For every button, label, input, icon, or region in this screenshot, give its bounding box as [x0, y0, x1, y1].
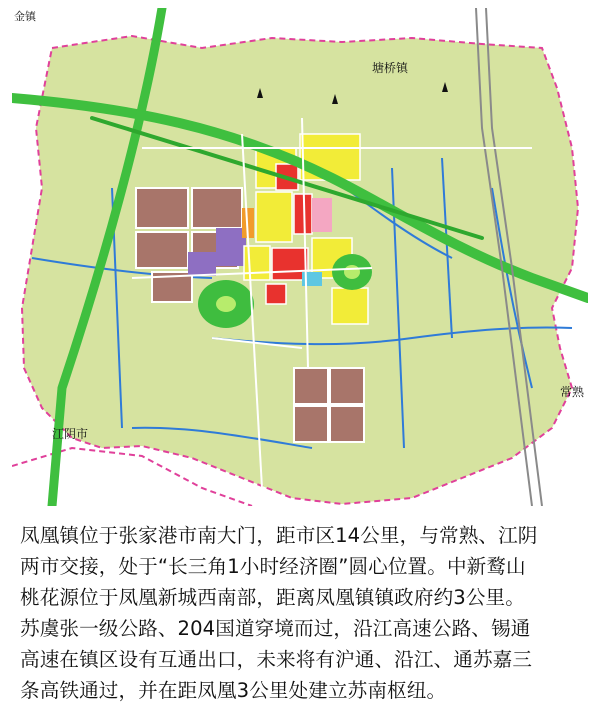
education-block-2: [188, 252, 216, 276]
place-label-jinzhen: 金镇: [14, 10, 36, 23]
caption-line: 凤凰镇位于张家港市南大门，距市区14公里，与常熟、江阴: [20, 524, 538, 547]
caption-line: 桃花源位于凤凰新城西南部，距离凤凰镇镇政府约3公里。: [20, 586, 525, 609]
caption-line: 两市交接，处于“长三角1小时经济圈”圆心位置。中新鹜山: [20, 555, 526, 578]
planning-map[interactable]: [12, 8, 588, 506]
place-label-jiangyin: 江阴市: [52, 427, 89, 441]
education-block: [216, 228, 246, 266]
industrial-zone-south: [294, 368, 364, 442]
public-block-pink: [312, 198, 332, 232]
caption-line: 苏虞张一级公路、204国道穿境而过，沿江高速公路、锡通: [20, 617, 531, 640]
post-caption: [20, 520, 586, 706]
caption-line: 条高铁通过，并在距凤凰3公里处建立苏南枢纽。: [20, 679, 447, 702]
place-label-changshu: 常熟: [560, 385, 585, 399]
planning-map-canvas: [12, 8, 588, 506]
caption-line: 高速在镇区设有互通出口，未来将有沪通、沿江、通苏嘉三: [20, 648, 533, 671]
park-west-inner: [216, 296, 236, 312]
park-east-inner: [344, 265, 360, 279]
place-label-tangqiao: 塘桥镇: [372, 61, 409, 75]
